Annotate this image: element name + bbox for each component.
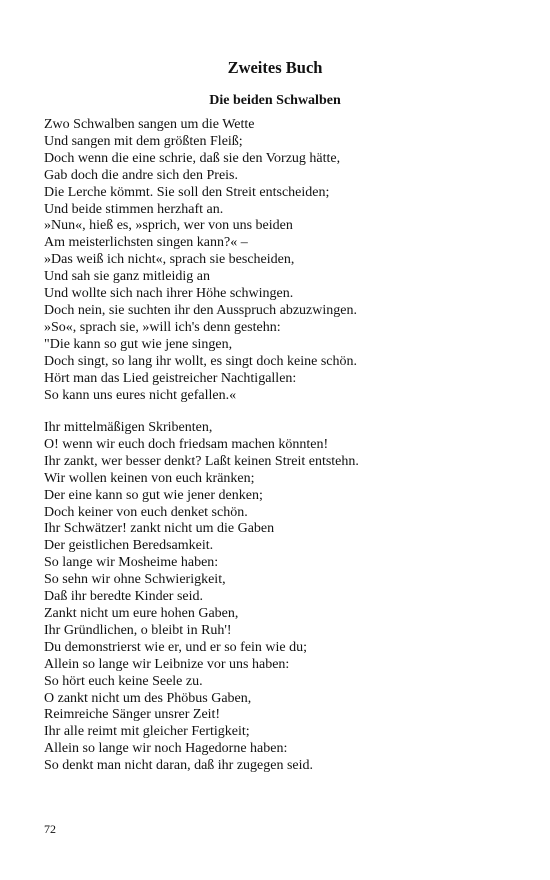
poem-line: Allein so lange wir noch Hagedorne haben: [44, 741, 288, 757]
page-number: 72 [44, 822, 56, 836]
poem-line: Ihr mittelmäßigen Skribenten, [44, 420, 213, 435]
poem-line: Doch keiner von euch denket schön. [44, 504, 248, 520]
poem-line: Allein so lange wir Leibnize vor uns haben: [44, 656, 290, 672]
poem-line: Die Lerche kömmt. Sie soll den Streit entscheiden; [44, 184, 330, 200]
poem-line: Ihr Schwätzer! zankt nicht um die Gaben [44, 521, 275, 537]
poem-line: »Nun«, hieß es, »sprich, wer von uns beiden [44, 218, 293, 234]
poem-line: Hört man das Lied geistreicher Nachtigallen: [44, 370, 297, 386]
poem-line: So hört euch keine Seele zu. [44, 673, 203, 689]
book-title: Zweites Buch [227, 58, 323, 77]
poem-line: Du demonstrierst wie er, und er so fein wie du; [44, 639, 308, 655]
poem-line: Der eine kann so gut wie jener denken; [44, 487, 263, 503]
poem-line: Und wollte sich nach ihrer Höhe schwingen. [44, 286, 294, 302]
poem-line: Wir wollen keinen von euch kränken; [44, 470, 255, 486]
poem-line: Der geistlichen Beredsamkeit. [44, 538, 214, 554]
poem-line: Und sah sie ganz mitleidig an [44, 269, 211, 285]
poem-line: Doch nein, sie suchten ihr den Ausspruch abzuzwingen. [44, 302, 357, 318]
poem-line: Reimreiche Sänger unsrer Zeit! [44, 707, 221, 723]
poem-line: Zwo Schwalben sangen um die Wette [44, 117, 255, 132]
stanza-1 [44, 117, 514, 404]
poem-line: Ihr alle reimt mit gleicher Fertigkeit; [44, 724, 250, 740]
poem-line: "Die kann so gut wie jene singen, [44, 336, 233, 352]
poem-line: So kann uns eures nicht gefallen.« [44, 387, 237, 403]
poem-line: Daß ihr beredte Kinder seid. [44, 589, 203, 605]
poem-line: Und sangen mit dem größten Fleiß; [44, 133, 243, 149]
stanza-2 [44, 420, 514, 775]
poem-line: Ihr zankt, wer besser denkt? Laßt keinen Streit entstehn. [44, 453, 359, 469]
poem-line: »Das weiß ich nicht«, sprach sie bescheiden, [44, 252, 295, 268]
poem-line: So lange wir Mosheime haben: [44, 555, 219, 571]
poem-line: Doch wenn die eine schrie, daß sie den Vorzug hätte, [44, 150, 341, 166]
poem-title: Die beiden Schwalben [209, 93, 341, 108]
poem-line: Am meisterlichsten singen kann?« – [44, 235, 248, 251]
poem-line: Und beide stimmen herzhaft an. [44, 201, 224, 217]
poem-line: Gab doch die andre sich den Preis. [44, 167, 238, 183]
poem-line: O! wenn wir euch doch friedsam machen könnten! [44, 436, 329, 452]
poem-line: Zankt nicht um eure hohen Gaben, [44, 605, 239, 621]
poem-line: So denkt man nicht daran, daß ihr zugegen seid. [44, 758, 314, 774]
poem-line: Doch singt, so lang ihr wollt, es singt doch keine schön. [44, 353, 358, 369]
poem-line: So sehn wir ohne Schwierigkeit, [44, 572, 226, 588]
poem-line: »So«, sprach sie, »will ich's denn gestehn: [44, 319, 281, 335]
poem-line: Ihr Gründlichen, o bleibt in Ruh'! [44, 622, 232, 638]
poem-line: O zankt nicht um des Phöbus Gaben, [44, 690, 252, 706]
